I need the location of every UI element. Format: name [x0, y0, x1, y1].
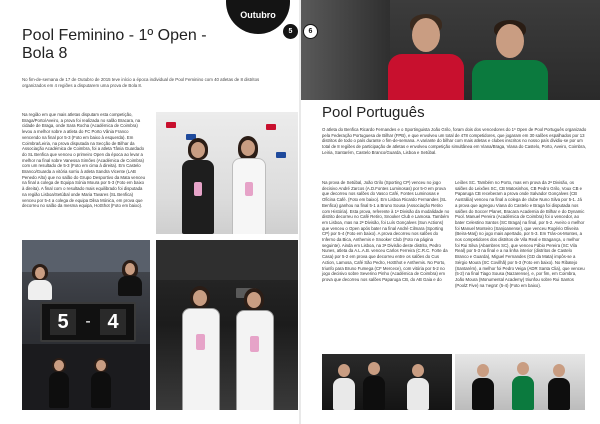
month-label: Outubro [240, 10, 276, 20]
score-left: 5 [50, 309, 76, 335]
trophy-icon [250, 336, 259, 352]
photo-winners-setubal [322, 354, 452, 410]
trophy-icon [245, 182, 253, 196]
page-number-left: 5 [283, 24, 298, 39]
scoreboard [40, 302, 136, 342]
photo-winners-castelo-branco [156, 240, 298, 410]
sponsor-logo [276, 152, 286, 158]
trophy-icon [196, 334, 205, 350]
article-title-pool-portugues: Pool Português [322, 104, 425, 121]
article-body-col2: Leiões SC. Também no Porto, mas em prova da 2ª Divisão, os salões do Leixões SC, CB Matosinhos, CB Pedro Grilo, Voux CB e Paparuga CB receberam a prova onde Salvador Gonçalves (CB Austrália) venceu na final a colega de clube Nuno Silva por 5-1. Já a prova que agregou Viana do Castelo e Braga foi disputada nos salões do Soccer Planet, Bracara Academia de Bilhar e do Dynamic Pool. Manuel Pereira (Académica de Coimbra) foi o vencedor, ao bater Celestino Santos (SC Braga) na final, por 5-2. Aveiro o melhor foi Manuel Monteiro (Sanjoanense), que venceu Rogério Oliveira (Beira-Marj) no jogo mais apertado, por 5-3. Em Trás-os-Montes, a nos competidores dos distritos de Vila Real e Bragança, o melhor foi Rui Silva (Abambres SC), que venceu Fábio Pereira (SC Vila Real) por 5-3 na final e a na linha interior (distritos de Castelo Branco e Guarda), Miguel Fernandes (GD da Mata) impôs-se a Sérgio Moura (SC Covilhã) por 5-3 (Foto em baixo). No Ribatejo (Santarém), a melhor foi Pedro Veiga (ADR Santa Clia), que venceu (5-2) na final Tiago Sousa (Nazarense), e, por fim, em Coimbra, João Moura (Monumental Academy) triunfou sobre Rui Santos (PoolZ Five) na 'negra' (5-4) (Foto em baixo). [455, 180, 585, 288]
score-separator: - [85, 313, 91, 330]
article-title-pool-feminino: Pool Feminino - 1º Open - Bola 8 [22, 27, 207, 62]
photo-winners-coimbra-men [455, 354, 585, 410]
page-gutter [299, 0, 301, 424]
photo-hero-champions [300, 0, 600, 100]
article-body-col1: Na prova de Setúbal, João Grilo (Sporting CP) venceu no jogo decisivo André Zarcos (A.D.Fontes Luminosas) por 5-0 em prova que decorreu nos salões do Vasco Café, Fontes Luminosas e Oficina Café. (Foto em baixo). Em Lisboa Ricardo Fernandes (SL Benfica) ganhou na final 5-1 a Bruno Sousa (Associação Retiro com História). Esta prova, referente à 1ª Divisão da modalidade no distrito decorreu no Café Retiro, Snooker Club e Lamosa. Também em Lisboa, mas na 2ª Divisão, foi Luís Gonçalves (Sun Actions) que venceu o Open após bater na final André Cilmara (Sporting CP) por 5-4 (Foto em baixo). A prova decorreu nos salões do Inferno da Bica, Anthemis e Snooker Club (Foto na página seguinte). Ainda em Lisboa, na 3ª Divisão deste distrito, Pedro Nunes, atleta da A.L.A.B. venceu Carlos Ferreira (C.R.C. Forte da Casa) por 5-2 em prova que decorreu entre os salões do Cus Action, Lamosa, Café São Pedro, HotShot e Anthemis. No Porto, triunfo para Bruno Fumega (CF Mercece), com vitória por 5-2 no jogo decisivo sobre Severino Pinho (Académica de Coimbra) em prova que decorreu nos salões Paparuga CB, do AB Gaia e do [322, 180, 450, 282]
score-right: 4 [100, 309, 126, 335]
article-lead-pool-portugues: O atleta do Benfica Ricardo Fernandes e o Sportinguista João Grilo, foram dois dos vencedores do 1º Open de Pool Português organizado pela Federação Portuguesa de Bilhar (FPB), e que envolveu um total de 478 competidores, que jogaram em 30 salões espalhados por 13 distritos de todo o país durante o fim-de-semana. A variante do bilhar com mais atletas e clubes inscritos no nosso país dividiu-se por um total de 8 regiões de participação de atletas e envolveu competição simultânea em Viana/Braga, Viana do Castelo, Porto, Aveiro, Coimbra, Leiria, Santarém, Castelo Branco/Guarda, Lisboa e Setúbal. [322, 127, 587, 155]
photo-scoreboard-lisboa [22, 240, 150, 410]
page-number-right: 6 [303, 24, 318, 39]
trophy-icon [194, 182, 202, 196]
photo-winners-coimbra [156, 112, 298, 234]
sponsor-logo [166, 122, 176, 128]
article-body-pool-feminino: Na região em que mais atletas disputam esta competição, Braga/Porto/Aveiro, a prova foi realizada no salão Bracara, na cidade de Braga, onde Sara Rocha (Académica de Coimbra) levou a melhor sobre a atleta do FC Porto Vânia Franco vencendo na final por 5-3 (Foto em baixo à esquerda). Em Coimbra/Leiria, na prova disputada na Secção de Bilhar da Associação Académica de Coimbra, foi a atleta Tânia Guardado do SL Benfica que venceu o primeiro Open da época ao levar a melhor na final sobre Vanessa Simões (Académica de Coimbra) com um resultado de 5-3 (Foto em cima à direita). Em Castelo Branco/Guarda a vitória sorriu à atleta Sandra Vicente (LAB Penedo Alto) que no salão do Grupo Desportivo da Mata venceu na final a colega de Equipa Sónia Moura por 5-3 (Foto em baixo à direita). A final com o resultado mais equilibrado foi disputada na região Lisboa/Setúbal onde Maria Tavares (SL Benfica) venceu por 5-4 a colega de equipa Dilsa Mónica, em prova que decorreu no salão da mesma equipa, HotShot (Foto em baixo). [22, 112, 146, 209]
article-lead-pool-feminino: No fim-de-semana de 17 de Outubro de 2015 teve início a época individual de Pool Feminino com 40 atletas de 8 distritos organizados em 4 regiões a disputarem uma prova de Bola 8. [22, 77, 260, 89]
sponsor-logo [266, 124, 276, 130]
